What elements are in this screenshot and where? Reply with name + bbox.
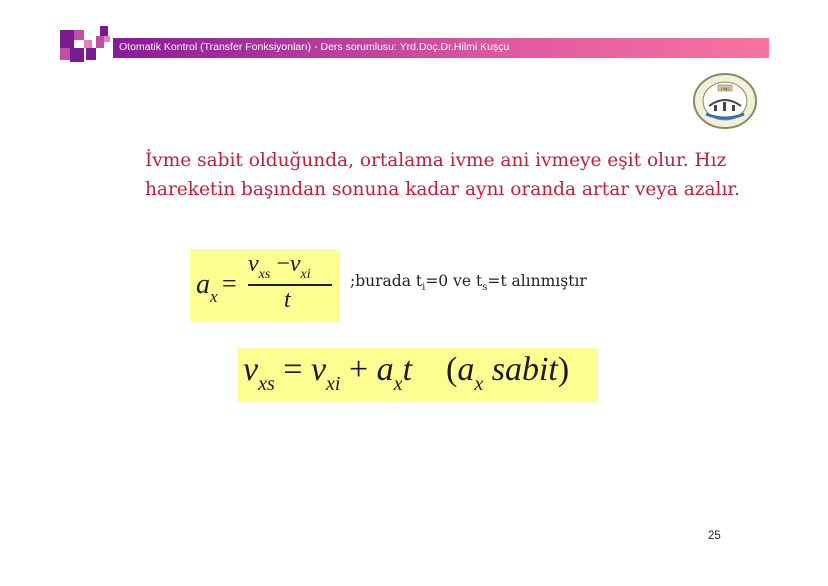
formula1-lhs: $a_x$ [196, 269, 218, 306]
formula-average-acceleration [190, 249, 340, 321]
header-logo-squares [60, 26, 116, 70]
formula1-denominator: t [284, 287, 291, 313]
formula2-expression: $v_{xs} = v_{xi} + a_xt$ ($a_x$ sabit) [243, 351, 570, 395]
university-seal-icon [692, 72, 758, 130]
seal-year: 1982 [720, 86, 730, 91]
header-bar [113, 38, 769, 58]
formula-velocity [237, 348, 598, 402]
header-title: Otomatik Kontrol (Transfer Fonksiyonları) - Ders sorumlusu: Yrd.Doç.Dr.Hilmi Kuşçu [119, 41, 510, 53]
formula1-fraction-line [248, 284, 332, 286]
body-paragraph: İvme sabit olduğunda, ortalama ivme ani ivmeye eşit olur. Hız hareketin başından sonuna kadar aynı oranda artar veya azalır. [145, 150, 741, 200]
page-number: 25 [708, 530, 721, 542]
formula1-numerator: $v_{xs} -v_{xi}$ [248, 251, 311, 282]
formula1-equals: = [222, 269, 237, 298]
formula-note: ;burada $t_i=0$ ve $t_s=t$ alınmıştır [350, 272, 587, 294]
